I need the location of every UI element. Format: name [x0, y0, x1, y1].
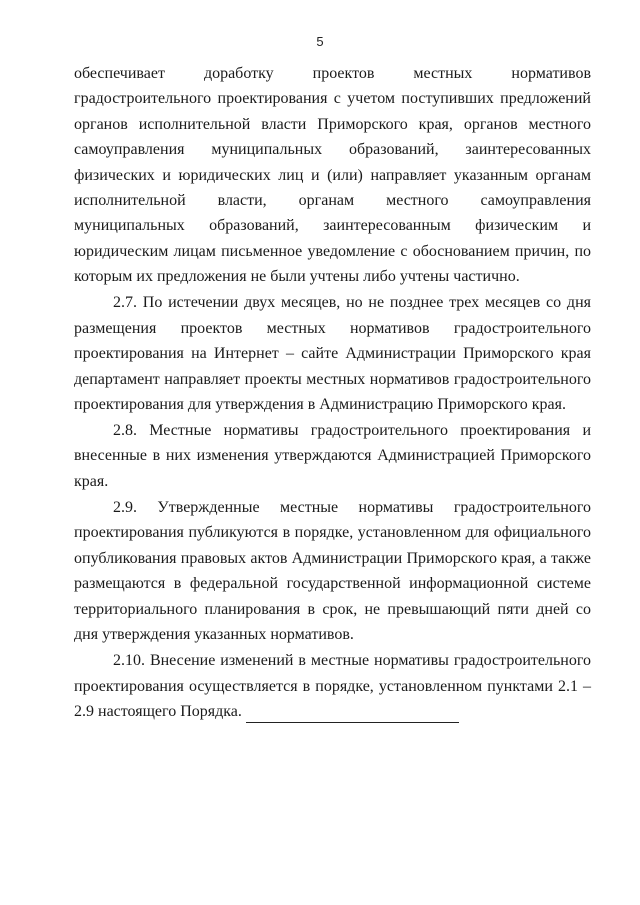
- paragraph-2-10: 2.10. Внесение изменений в местные нормативы градостроительного проектирования осуществляется в порядке, установленном пунктами 2.1 – 2.9 настоящего Порядка.: [74, 652, 591, 720]
- paragraph-continuation: обеспечивает доработку проектов местных нормативов градостроительного проектирования с учетом поступивших предложений органов исполнительной власти Приморского края, органов местного самоуправления муниципальных образований, заинтересованных физических и юридических лиц и (или) направляет указанным органам исполнительной власти, органам местного самоуправления муниципальных образований, заинтересованным физическим и юридическим лицам письменное уведомление с обоснованием причин, по которым их предложения не были учтены либо учтены частично.: [74, 65, 591, 286]
- document-body: [74, 61, 591, 725]
- paragraph-2-9: 2.9. Утвержденные местные нормативы градостроительного проектирования публикуются в порядке, установленном для официального опубликования правовых актов Администрации Приморского края, а также размещаются в федеральной государственной информационной системе территориального планирования в срок, не превышающий пяти дней со дня утверждения указанных нормативов.: [74, 498, 591, 643]
- page-number: 5: [316, 34, 324, 49]
- paragraph-2-7: 2.7. По истечении двух месяцев, но не позднее трех месяцев со дня размещения проектов местных нормативов градостроительного проектирования на Интернет – сайте Администрации Приморского края департамент направляет проекты местных нормативов градостроительного проектирования для утверждения в Администрацию Приморского края.: [74, 294, 591, 413]
- end-of-document-divider: [246, 722, 459, 723]
- paragraph-2-8: 2.8. Местные нормативы градостроительного проектирования и внесенные в них изменения утверждаются Администрацией Приморского края.: [74, 422, 591, 490]
